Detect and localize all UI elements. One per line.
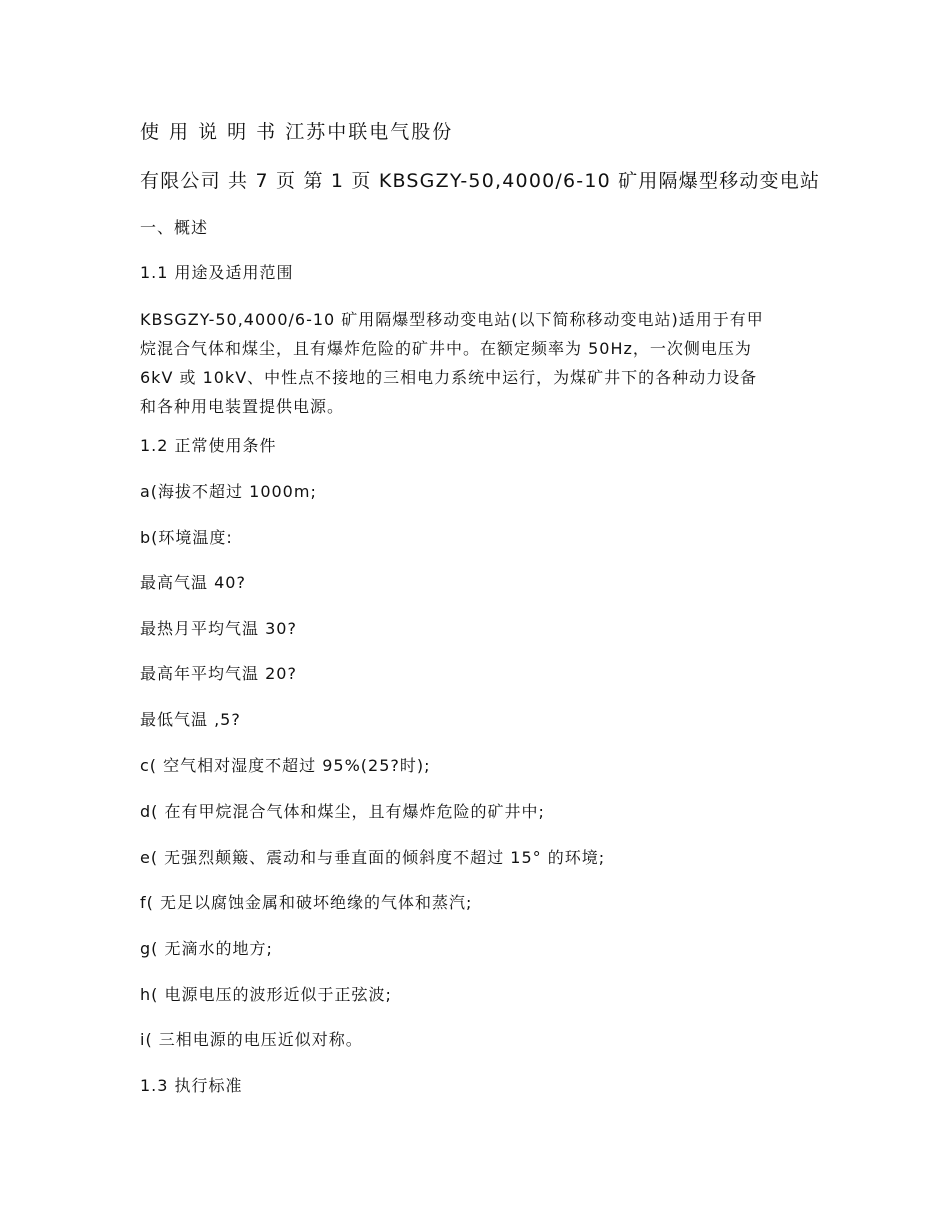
condition-item-f: f( 无足以腐蚀金属和破坏绝缘的气体和蒸汽;	[140, 893, 473, 912]
condition-temp-min: 最低气温 ,5?	[140, 710, 241, 729]
condition-temp-max: 最高气温 40?	[140, 573, 246, 592]
condition-temp-hottest-month: 最热月平均气温 30?	[140, 619, 297, 638]
condition-item-a: a(海拔不超过 1000m;	[140, 482, 317, 501]
condition-temp-annual-avg: 最高年平均气温 20?	[140, 664, 297, 683]
paragraph-line: KBSGZY-50,4000/6-10 矿用隔爆型移动变电站(以下简称移动变电站)适用于有甲	[140, 310, 764, 329]
condition-item-c: c( 空气相对湿度不超过 95%(25?时);	[140, 756, 431, 775]
section-heading-1-2: 1.2 正常使用条件	[140, 436, 277, 455]
paragraph-line: 和各种用电装置提供电源。	[140, 397, 345, 416]
header-line-2: 有限公司 共 7 页 第 1 页 KBSGZY-50,4000/6-10 矿用隔爆型移动变电站	[140, 170, 821, 192]
condition-item-i: i( 三相电源的电压近似对称。	[140, 1030, 363, 1049]
paragraph-purpose	[140, 305, 820, 421]
condition-item-g: g( 无滴水的地方;	[140, 939, 273, 958]
condition-item-e: e( 无强烈颠簸、震动和与垂直面的倾斜度不超过 15° 的环境;	[140, 848, 606, 867]
header-line-1: 使 用 说 明 书 江苏中联电气股份	[140, 121, 454, 143]
paragraph-line: 烷混合气体和煤尘，且有爆炸危险的矿井中。在额定频率为 50Hz，一次侧电压为	[140, 339, 752, 358]
section-heading-1-3: 1.3 执行标准	[140, 1076, 243, 1095]
condition-item-h: h( 电源电压的波形近似于正弦波;	[140, 985, 392, 1004]
section-heading-overview: 一、概述	[140, 218, 209, 237]
condition-item-d: d( 在有甲烷混合气体和煤尘，且有爆炸危险的矿井中;	[140, 802, 545, 821]
condition-item-b: b(环境温度:	[140, 528, 233, 547]
section-heading-1-1: 1.1 用途及适用范围	[140, 263, 294, 282]
paragraph-line: 6kV 或 10kV、中性点不接地的三相电力系统中运行，为煤矿井下的各种动力设备	[140, 368, 758, 387]
